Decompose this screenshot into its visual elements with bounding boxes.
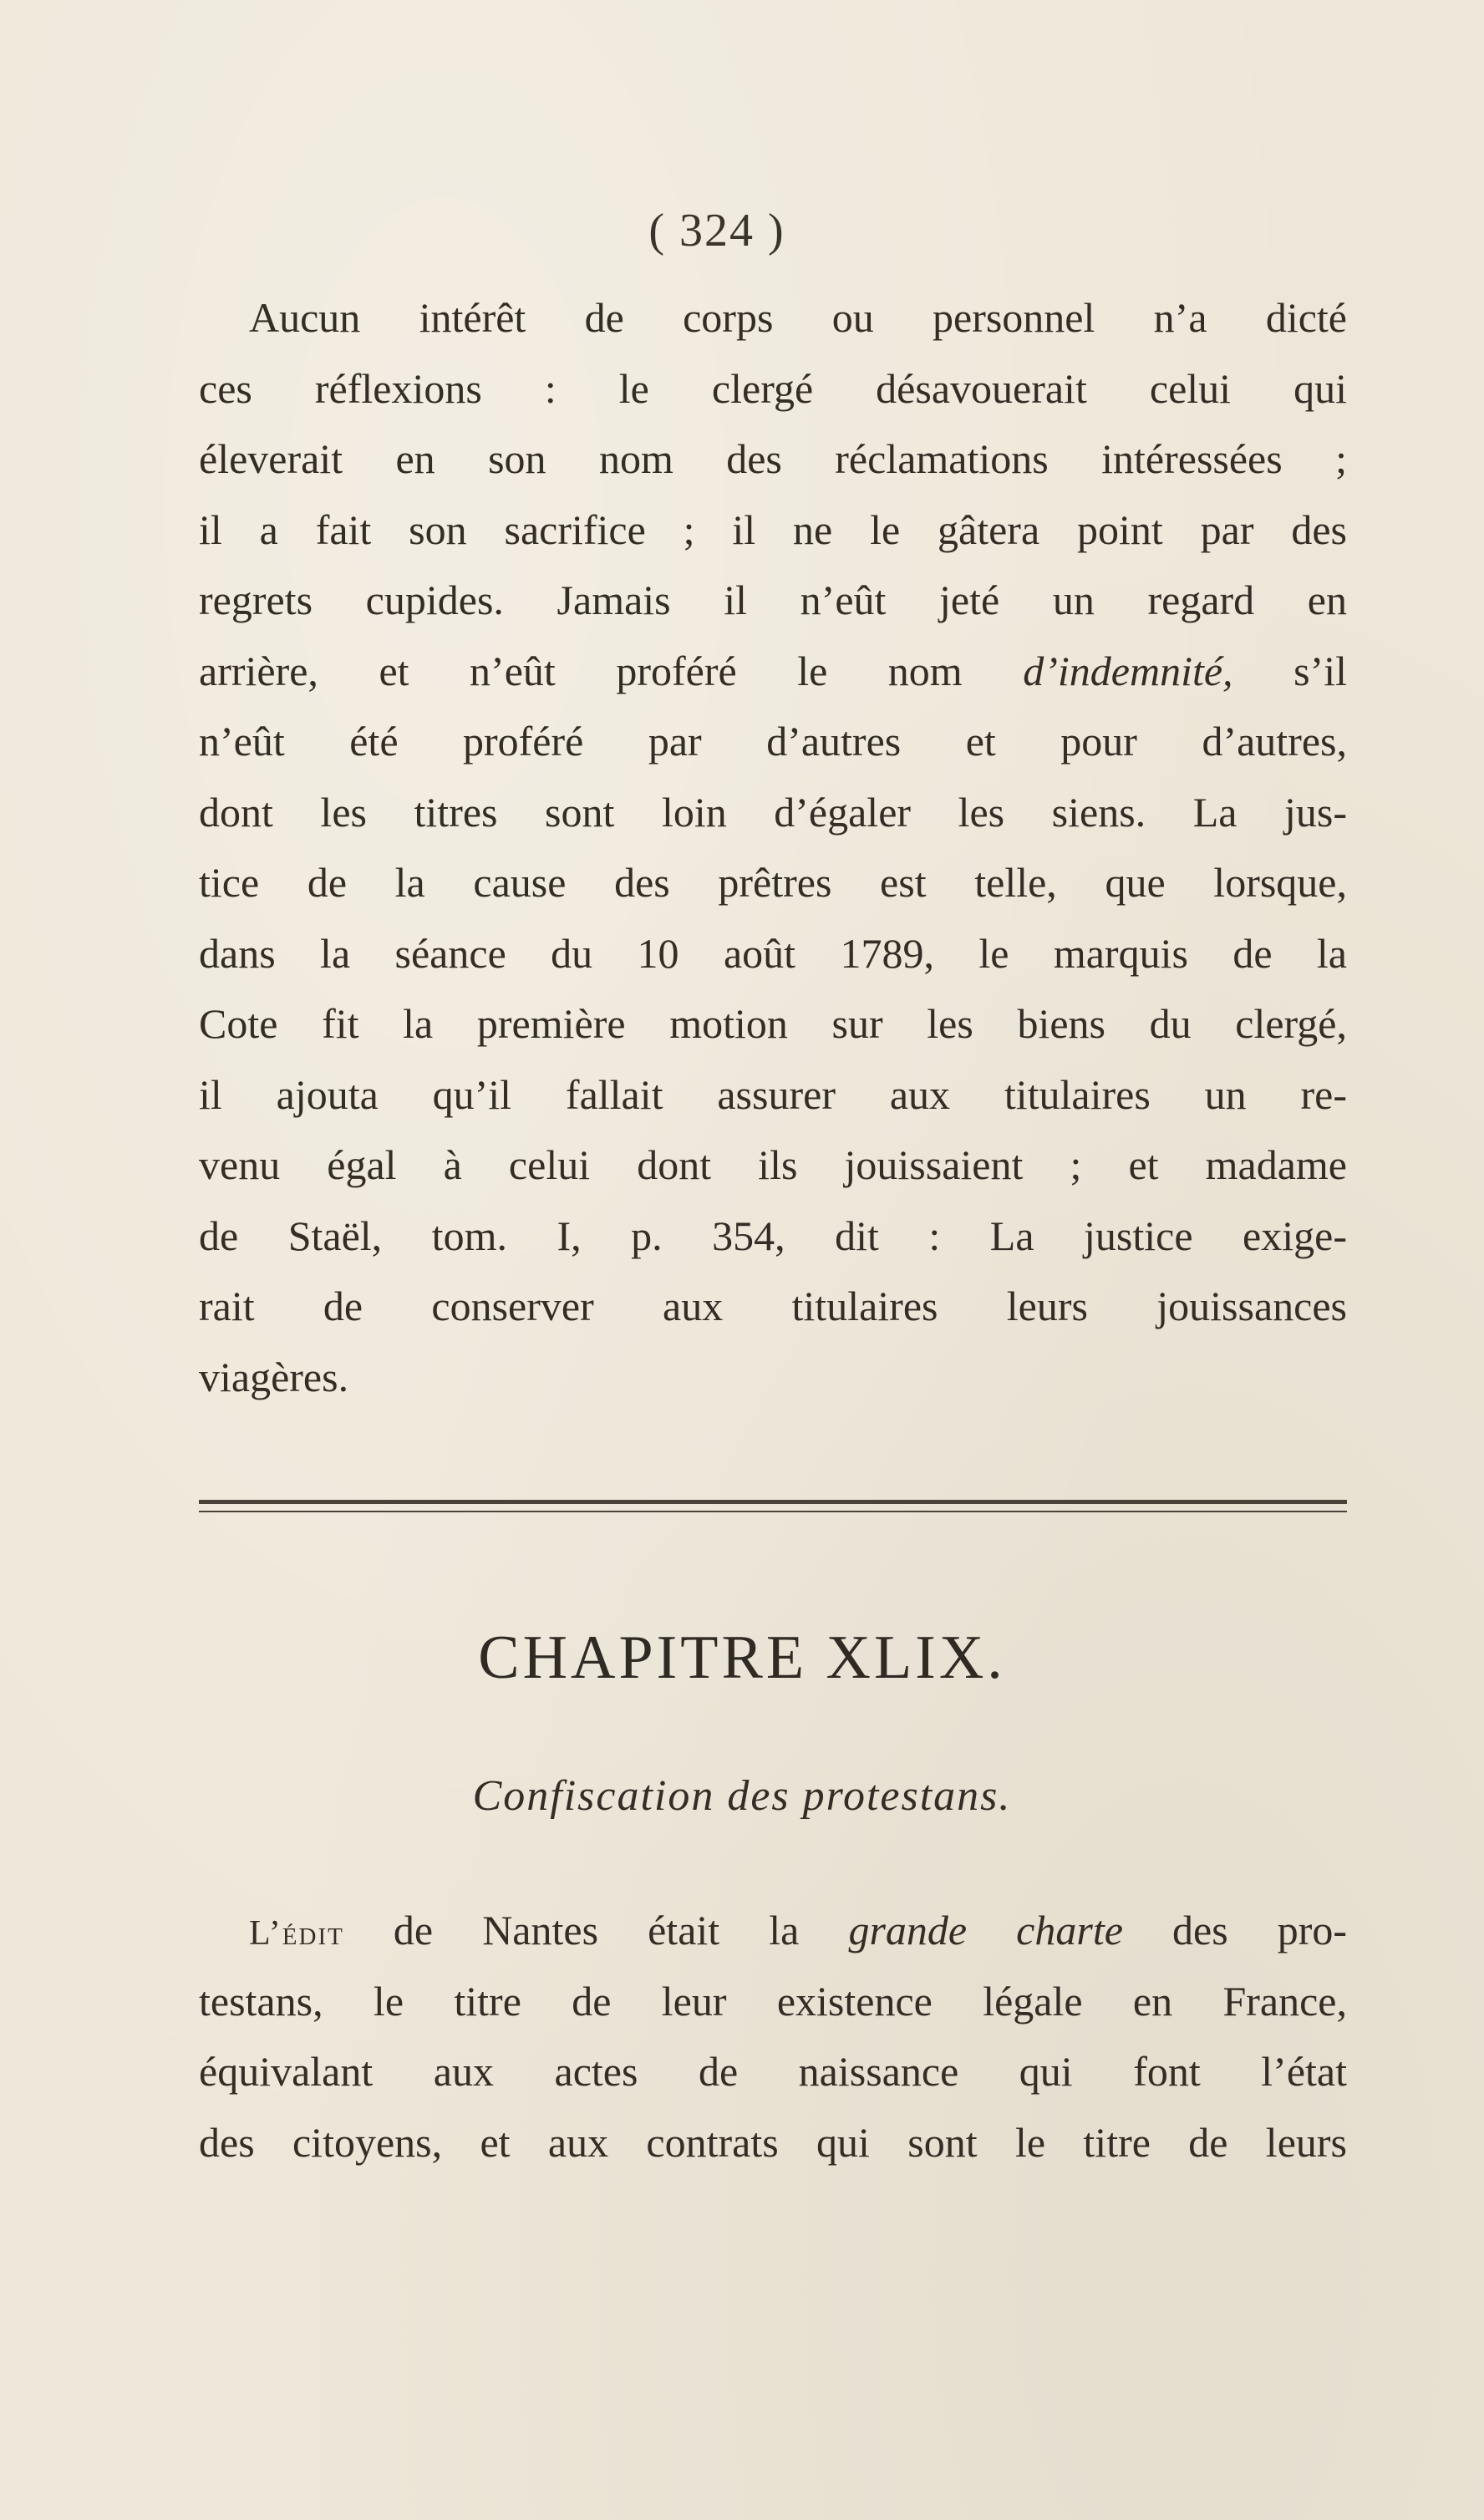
text-segment: des pro- [1172, 1907, 1348, 1954]
text-line: venu égal à celui dont ils jouissaient ; et madame [199, 1141, 1347, 1188]
text-segment: s’il [1293, 647, 1347, 694]
text-line: n’eût été proféré par d’autres et pour d’autres, [199, 718, 1347, 765]
text-line: dont les titres sont loin d’égaler les siens. La jus- [199, 788, 1347, 836]
chapter-title: CHAPITRE XLIX. [478, 1623, 1006, 1692]
text-line-mixed [199, 1895, 1347, 1966]
text-line: Cote fit la première motion sur les biens du clergé, [199, 1000, 1347, 1047]
text-line: viagères. [199, 1353, 349, 1400]
paragraph-edit-de-nantes [199, 1895, 1347, 2177]
section-divider-thick [199, 1500, 1347, 1504]
chapter-subtitle: Confiscation des protestans. [472, 1772, 1012, 1820]
text-line: testans, le titre de leur existence légale en France, [199, 1977, 1347, 2025]
text-line: regrets cupides. Jamais il n’eût jeté un regard en [199, 577, 1347, 623]
text-line: Aucun intérêt de corps ou personnel n’a dicté [249, 294, 1347, 341]
italic-term-grande-charte: grande charte [848, 1907, 1123, 1954]
text-line: de Staël, tom. I, p. 354, dit : La justice exige- [199, 1212, 1347, 1259]
paragraph-reflexions [199, 282, 1347, 1412]
text-segment: de Nantes était la [393, 1907, 800, 1954]
text-line: il ajouta qu’il fallait assurer aux titulaires un re- [199, 1070, 1347, 1118]
text-line: ces réflexions : le clergé désavouerait celui qui [199, 364, 1347, 412]
text-line: dans la séance du 10 août 1789, le marquis de la [199, 929, 1347, 977]
text-line: éleverait en son nom des réclamations intéressées ; [199, 435, 1347, 482]
text-line: équivalant aux actes de naissance qui font l’état [199, 2048, 1347, 2095]
text-segment: arrière, et n’eût proféré le nom [199, 647, 963, 694]
text-line-mixed [199, 636, 1347, 707]
small-caps-opening-word: L’édit [249, 1914, 344, 1953]
text-line: des citoyens, et aux contrats qui sont le titre de leurs [199, 2118, 1347, 2166]
section-divider-thin [199, 1511, 1347, 1512]
page-number: ( 324 ) [648, 205, 785, 257]
text-line: rait de conserver aux titulaires leurs jouissances [199, 1283, 1347, 1329]
text-line: il a fait son sacrifice ; il ne le gâtera point par des [199, 506, 1347, 553]
text-line: tice de la cause des prêtres est telle, que lorsque, [199, 859, 1347, 906]
italic-term-indemnite: d’indemnité, [1023, 647, 1233, 694]
